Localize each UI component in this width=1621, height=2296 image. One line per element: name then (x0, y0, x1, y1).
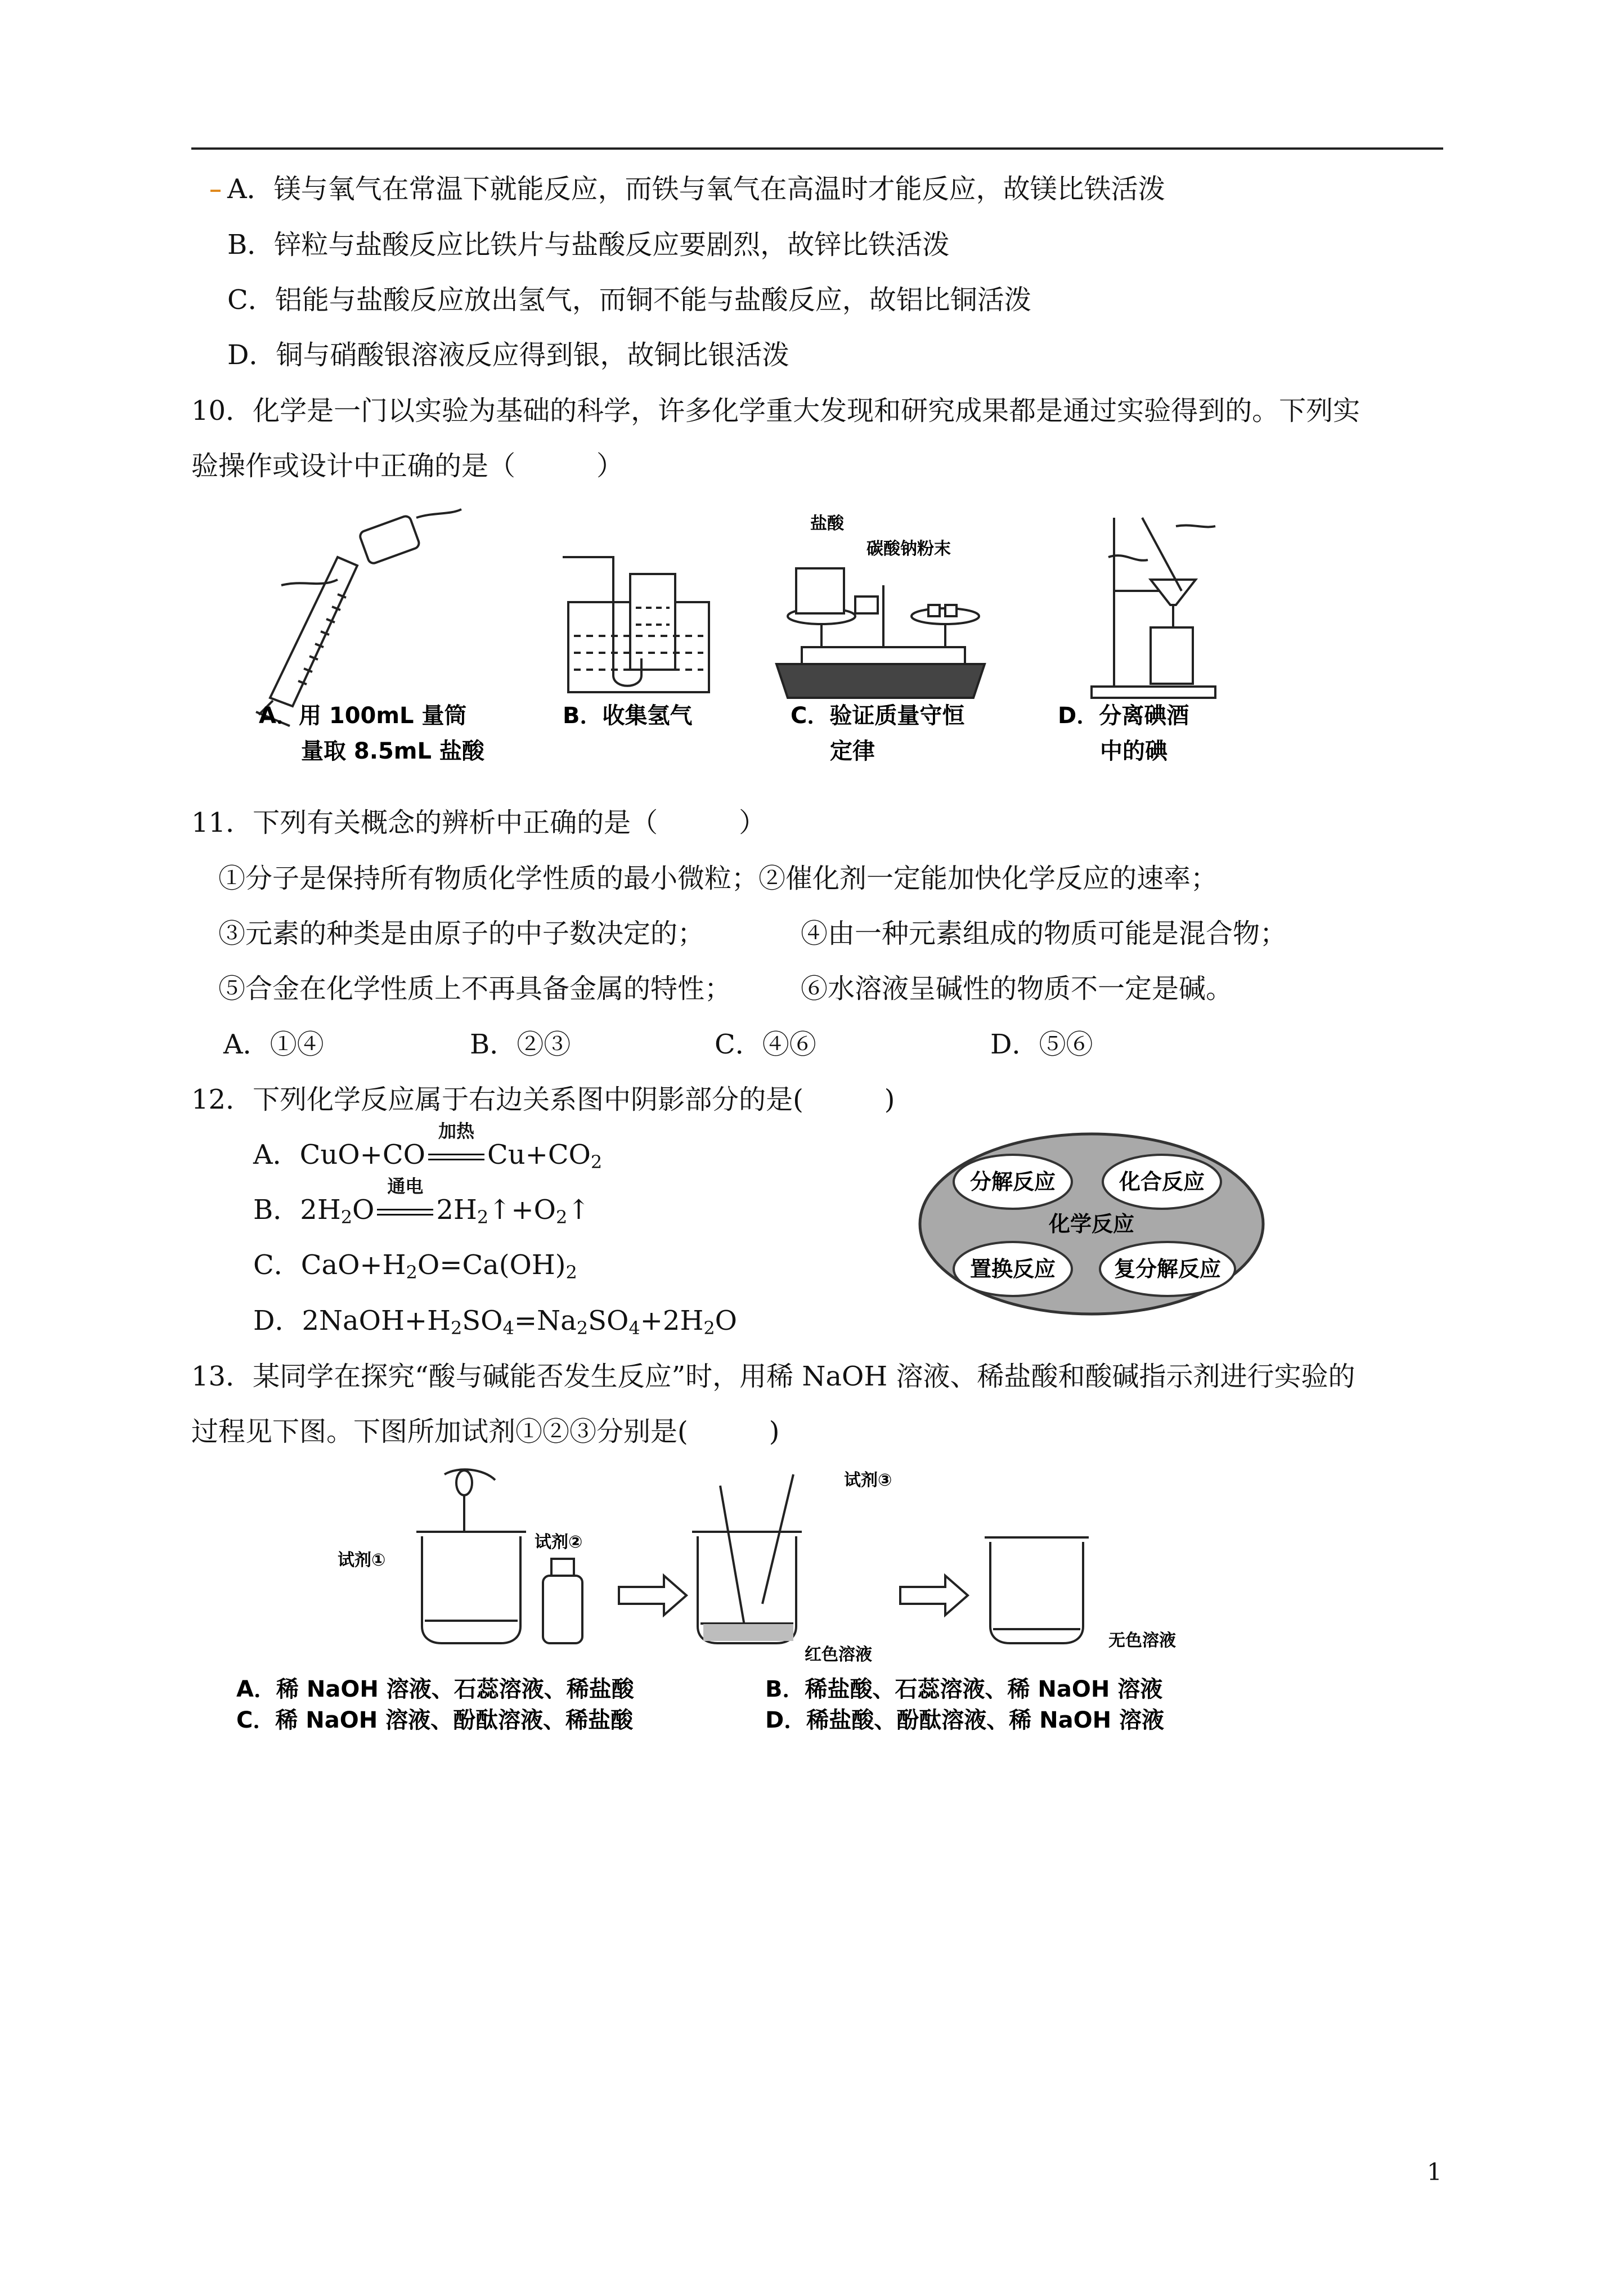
q11-option-c: C．④⑥ (715, 1029, 816, 1060)
q11-statement-6: ⑥水溶液呈碱性的物质不一定是碱。 (801, 973, 1233, 1004)
q11-option-b: B．②③ (470, 1029, 571, 1060)
q12-option-a: A．CuO+CO 加热 $Cu+CO_2$ (253, 1120, 603, 1173)
label-reagent-3: 试剂③ (844, 1470, 892, 1490)
cylinder-figure (256, 509, 461, 726)
q11-option-d: D．⑤⑥ (990, 1029, 1093, 1060)
q12-stem: 12．下列化学反应属于右边关系图中阴影部分的是( ) (191, 1084, 895, 1115)
q10-caption-d1: D．分离碘酒 (1058, 703, 1189, 729)
q13-option-c: C．稀 NaOH 溶液、酚酞溶液、稀盐酸 (236, 1707, 634, 1733)
q12-option-d: D．$2NaOH+H_2SO_4=Na_2SO_4+2H_2O$ (253, 1305, 738, 1339)
gas-collection-figure (563, 557, 709, 692)
q11-option-a: A．①④ (223, 1029, 324, 1060)
balance-figure (776, 568, 985, 698)
q10-caption-d2: 中的碘 (1100, 738, 1168, 764)
q11-statement-4: ④由一种元素组成的物质可能是混合物； (801, 918, 1287, 949)
q13-stem-line2: 过程见下图。下图所加试剂①②③分别是( ) (191, 1416, 780, 1447)
q11-statement-5: ⑤合金在化学性质上不再具备金属的特性； (218, 973, 732, 1004)
q10-figures (248, 495, 1277, 782)
q10-caption-c2: 定律 (830, 738, 875, 764)
diagram-combination: 化合反应 (1119, 1169, 1205, 1194)
q9-option-c: C．铝能与盐酸反应放出氢气，而铜不能与盐酸反应，故铝比铜活泼 (227, 284, 1031, 316)
q11-statement-3: ③元素的种类是由原子的中子数决定的； (218, 918, 705, 949)
label-colorless-solution: 无色溶液 (1108, 1631, 1176, 1651)
diagram-displacement: 置换反应 (969, 1257, 1056, 1281)
condition-electrolysis: 通电 (387, 1176, 424, 1197)
q13-stem-line1: 13．某同学在探究“酸与碱能否发生反应”时，用稀 NaOH 溶液、稀盐酸和酸碱指示剂进行实验的 (191, 1361, 1355, 1392)
label-sodium-carbonate: 碳酸钠粉末 (866, 539, 951, 559)
diagram-decomposition: 分解反应 (969, 1169, 1056, 1194)
reaction-type-diagram (911, 1120, 1272, 1328)
q10-stem-line2: 验操作或设计中正确的是（ ） (191, 450, 624, 482)
diagram-center: 化学反应 (1048, 1212, 1135, 1236)
q13-option-d: D．稀盐酸、酚酞溶液、稀 NaOH 溶液 (765, 1707, 1165, 1733)
q9-option-a: A．镁与氧气在常温下就能反应，而铁与氧气在高温时才能反应，故镁比铁活泼 (227, 173, 1165, 205)
q9-option-b: B．锌粒与盐酸反应比铁片与盐酸反应要剧烈，故锌比铁活泼 (227, 229, 950, 261)
q13-experiment-figure (236, 1463, 1238, 1745)
label-hydrochloric-acid: 盐酸 (810, 514, 844, 533)
filtration-figure (1092, 518, 1215, 698)
q13-option-b: B．稀盐酸、石蕊溶液、稀 NaOH 溶液 (765, 1676, 1163, 1702)
header-rule (191, 147, 1443, 150)
label-red-solution: 红色溶液 (805, 1645, 872, 1665)
q10-caption-c1: C．验证质量守恒 (791, 703, 965, 729)
q10-caption-a1: A．用 100mL 量筒 (259, 703, 467, 729)
label-reagent-1: 试剂① (338, 1550, 386, 1570)
q10-caption-b: B．收集氢气 (563, 703, 693, 729)
orange-mark (210, 190, 221, 192)
q9-option-d: D．铜与硝酸银溶液反应得到银，故铜比银活泼 (227, 339, 789, 371)
diagram-double-displacement: 复分解反应 (1113, 1257, 1222, 1281)
q13-option-a: A．稀 NaOH 溶液、石蕊溶液、稀盐酸 (236, 1676, 634, 1702)
page-number: 1 (1427, 2158, 1442, 2186)
label-reagent-2: 试剂② (535, 1532, 583, 1552)
q10-stem-line1: 10．化学是一门以实验为基础的科学，许多化学重大发现和研究成果都是通过实验得到的。下列实 (191, 395, 1360, 427)
q12-option-b: B．$2H_2O$ 通电 $2H_2↑+O_2↑$ (253, 1176, 590, 1228)
q11-stem: 11．下列有关概念的辨析中正确的是（ ） (191, 807, 766, 838)
q11-statement-1-2: ①分子是保持所有物质化学性质的最小微粒；②催化剂一定能加快化学反应的速率； (218, 863, 1218, 894)
condition-heat: 加热 (438, 1120, 474, 1142)
q12-option-c: C．$CaO+H_2O=Ca(OH)_2$ (253, 1249, 577, 1283)
q10-caption-a2: 量取 8.5mL 盐酸 (301, 738, 484, 764)
